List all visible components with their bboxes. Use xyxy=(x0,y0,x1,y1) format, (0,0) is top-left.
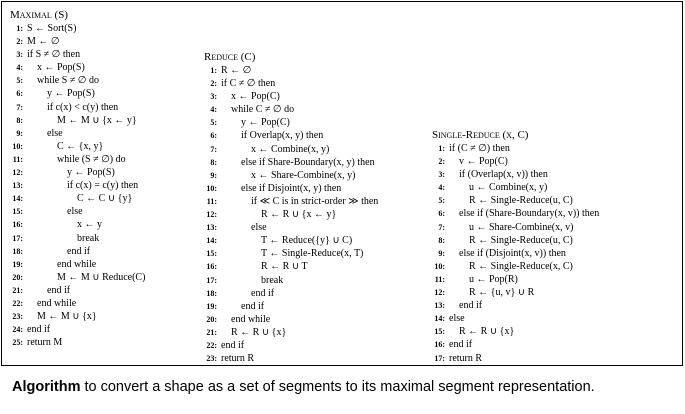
line-code: R ← Single-Reduce(u, C) xyxy=(469,234,573,246)
line-code: u ← Share-Combine(x, v) xyxy=(469,221,574,233)
code-line xyxy=(10,310,145,323)
line-number: 21: xyxy=(12,285,23,295)
line-number: 15: xyxy=(12,207,23,217)
line-number: 6: xyxy=(210,131,217,141)
algorithm-title: Reduce (C) xyxy=(204,51,256,63)
line-number: 8: xyxy=(438,235,445,245)
line-number: 16: xyxy=(12,220,23,230)
line-number: 2: xyxy=(16,37,23,47)
line-number: 24: xyxy=(12,325,23,335)
line-code: M ← M ∪ Reduce(C) xyxy=(57,271,146,283)
code-line xyxy=(204,169,378,182)
code-line xyxy=(10,205,145,218)
code-line xyxy=(432,207,599,220)
line-number: 3: xyxy=(16,50,23,60)
code-line xyxy=(432,142,599,155)
code-line xyxy=(204,260,378,273)
line-code: if Overlap(x, y) then xyxy=(241,130,324,142)
line-number: 11: xyxy=(206,196,217,206)
line-code: v ← Pop(C) xyxy=(459,156,508,168)
code-line xyxy=(10,22,145,35)
line-code: u ← Pop(R) xyxy=(469,273,518,285)
line-number: 22: xyxy=(206,340,217,350)
code-line xyxy=(10,101,145,114)
code-line xyxy=(432,168,599,181)
line-code: if (Overlap(x, v)) then xyxy=(459,169,548,181)
caption-label: Algorithm xyxy=(12,379,81,395)
code-line xyxy=(10,271,145,284)
line-number: 14: xyxy=(434,314,445,324)
line-code: break xyxy=(261,274,284,286)
code-line xyxy=(10,336,145,349)
single-reduce-algorithm xyxy=(432,128,599,365)
line-number: 6: xyxy=(16,89,23,99)
code-line xyxy=(204,221,378,234)
line-code: else if (Share-Boundary(x, v)) then xyxy=(459,208,600,220)
code-line xyxy=(432,221,599,234)
line-number: 13: xyxy=(206,223,217,233)
line-code: else if Disjoint(x, y) then xyxy=(241,182,342,194)
line-number: 11: xyxy=(434,274,445,284)
line-code: while (S ≠ ∅) do xyxy=(57,153,126,165)
line-code: R ← R ∪ {x} xyxy=(231,326,287,338)
line-code: if (C ≠ ∅) then xyxy=(449,143,510,154)
code-line xyxy=(10,61,145,74)
line-number: 3: xyxy=(438,170,445,180)
line-code: end while xyxy=(231,313,271,325)
line-code: M ← M ∪ {x} xyxy=(37,311,97,323)
line-code: C ← {x, y} xyxy=(57,140,104,152)
code-line xyxy=(204,300,378,313)
code-line xyxy=(204,339,378,352)
line-code: y ← Pop(S) xyxy=(47,88,95,100)
line-code: else xyxy=(47,127,63,139)
line-number: 10: xyxy=(12,141,23,151)
code-line xyxy=(432,247,599,260)
code-line xyxy=(432,312,599,325)
line-code: R ← Single-Reduce(u, C) xyxy=(469,195,573,207)
code-line xyxy=(204,326,378,339)
code-line xyxy=(10,192,145,205)
line-number: 8: xyxy=(210,157,217,167)
code-line xyxy=(432,155,599,168)
line-number: 4: xyxy=(16,63,23,73)
line-number: 21: xyxy=(206,327,217,337)
line-code: x ← Combine(x, y) xyxy=(251,143,330,155)
code-line xyxy=(204,182,378,195)
line-number: 19: xyxy=(206,301,217,311)
line-code: x ← y xyxy=(77,219,102,231)
code-line xyxy=(204,313,378,326)
algorithm-title: Single-Reduce (x, C) xyxy=(432,129,529,141)
code-line xyxy=(10,140,145,153)
line-code: T ← Reduce({y} ∪ C) xyxy=(261,235,353,247)
line-number: 15: xyxy=(206,249,217,259)
code-line xyxy=(432,260,599,273)
code-line xyxy=(432,352,599,365)
maximal-algorithm xyxy=(10,8,145,349)
line-number: 16: xyxy=(206,262,217,272)
line-code: x ← Pop(C) xyxy=(231,91,280,103)
line-number: 20: xyxy=(12,272,23,282)
line-code: R ← R ∪ {x} xyxy=(459,326,515,338)
line-number: 15: xyxy=(434,327,445,337)
code-line xyxy=(204,64,378,77)
code-line xyxy=(204,352,378,365)
figure-caption xyxy=(12,378,595,396)
line-code: end if xyxy=(251,287,275,299)
line-code: end if xyxy=(241,300,265,312)
code-line xyxy=(432,325,599,338)
line-number: 9: xyxy=(16,128,23,138)
line-code: R ← Single-Reduce(x, C) xyxy=(469,260,573,272)
code-line xyxy=(10,35,145,48)
line-number: 5: xyxy=(16,76,23,86)
line-number: 10: xyxy=(434,261,445,271)
code-line xyxy=(10,153,145,166)
line-code: end if xyxy=(67,245,91,257)
line-code: R ← R ∪ {x ← y} xyxy=(261,209,337,221)
line-code: else if Share-Boundary(x, y) then xyxy=(241,156,375,168)
code-line xyxy=(10,232,145,245)
line-code: return R xyxy=(449,352,483,364)
line-code: return M xyxy=(27,337,63,349)
code-line xyxy=(432,286,599,299)
code-line xyxy=(10,297,145,310)
code-line xyxy=(10,166,145,179)
line-code: if c(x) = c(y) then xyxy=(67,180,139,192)
line-number: 2: xyxy=(438,157,445,167)
line-code: R ← {u, v} ∪ R xyxy=(469,287,535,299)
line-code: return R xyxy=(221,353,255,365)
line-code: R ← ∅ xyxy=(221,65,252,76)
line-code: y ← Pop(S) xyxy=(67,167,115,179)
line-code: if C ≠ ∅ then xyxy=(221,78,276,90)
line-number: 13: xyxy=(434,301,445,311)
line-code: while S ≠ ∅ do xyxy=(37,75,99,87)
line-code: T ← Single-Reduce(x, T) xyxy=(261,248,364,260)
line-code: S ← Sort(S) xyxy=(27,23,77,34)
line-number: 7: xyxy=(210,144,217,154)
code-line xyxy=(432,181,599,194)
code-line xyxy=(204,103,378,116)
line-code: else xyxy=(67,206,83,218)
line-number: 17: xyxy=(434,353,445,363)
code-line xyxy=(432,234,599,247)
line-code: end while xyxy=(37,297,77,309)
code-line xyxy=(10,114,145,127)
line-number: 19: xyxy=(12,259,23,269)
line-number: 12: xyxy=(434,288,445,298)
code-line xyxy=(432,273,599,286)
line-number: 20: xyxy=(206,314,217,324)
line-code: end while xyxy=(57,258,97,270)
line-number: 16: xyxy=(434,340,445,350)
line-number: 17: xyxy=(12,233,23,243)
code-line xyxy=(204,195,378,208)
line-number: 11: xyxy=(12,154,23,164)
code-line xyxy=(10,87,145,100)
line-code: if ≪ C is in strict-order ≫ then xyxy=(251,195,379,207)
line-code: end if xyxy=(221,339,245,351)
line-number: 3: xyxy=(210,92,217,102)
caption-text: to convert a shape as a set of segments to its maximal segment representation. xyxy=(80,379,595,395)
line-number: 7: xyxy=(16,102,23,112)
code-line xyxy=(204,129,378,142)
algorithm-frame xyxy=(1,1,683,366)
code-line xyxy=(10,323,145,336)
line-code: R ← R ∪ T xyxy=(261,261,308,273)
line-code: while C ≠ ∅ do xyxy=(231,104,295,116)
line-number: 9: xyxy=(438,248,445,258)
line-code: x ← Pop(S) xyxy=(37,62,85,74)
line-number: 12: xyxy=(12,168,23,178)
code-line xyxy=(432,338,599,351)
code-line xyxy=(10,258,145,271)
line-number: 10: xyxy=(206,183,217,193)
code-line xyxy=(204,208,378,221)
line-number: 22: xyxy=(12,298,23,308)
code-line xyxy=(10,74,145,87)
algorithm-title: Maximal (S) xyxy=(10,9,68,21)
line-number: 17: xyxy=(206,275,217,285)
line-code: end if xyxy=(449,339,473,351)
line-number: 4: xyxy=(210,105,217,115)
line-code: else if (Disjoint(x, v)) then xyxy=(459,247,566,259)
line-number: 23: xyxy=(206,354,217,364)
line-number: 7: xyxy=(438,222,445,232)
line-code: M ← ∅ xyxy=(27,36,60,48)
line-number: 9: xyxy=(210,170,217,180)
line-number: 8: xyxy=(16,115,23,125)
code-line xyxy=(10,127,145,140)
code-line xyxy=(10,179,145,192)
code-line xyxy=(10,245,145,258)
line-number: 12: xyxy=(206,210,217,220)
reduce-algorithm xyxy=(204,50,378,365)
code-line xyxy=(10,48,145,61)
line-number: 5: xyxy=(438,196,445,206)
line-code: y ← Pop(C) xyxy=(241,117,290,129)
code-line xyxy=(204,143,378,156)
line-code: end if xyxy=(459,300,483,312)
line-number: 14: xyxy=(12,194,23,204)
line-number: 4: xyxy=(438,183,445,193)
line-code: end if xyxy=(27,324,51,336)
code-line xyxy=(204,116,378,129)
code-line xyxy=(204,234,378,247)
line-code: if c(x) < c(y) then xyxy=(47,101,119,113)
line-code: else xyxy=(449,313,465,325)
line-number: 2: xyxy=(210,79,217,89)
line-code: C ← C ∪ {y} xyxy=(77,193,133,205)
code-line xyxy=(204,90,378,103)
code-line xyxy=(204,247,378,260)
code-line xyxy=(204,156,378,169)
code-line xyxy=(432,194,599,207)
code-line xyxy=(204,274,378,287)
code-line xyxy=(10,284,145,297)
line-number: 14: xyxy=(206,236,217,246)
line-code: if S ≠ ∅ then xyxy=(27,49,81,61)
line-number: 13: xyxy=(12,181,23,191)
line-code: M ← M ∪ {x ← y} xyxy=(57,114,137,126)
line-code: u ← Combine(x, y) xyxy=(469,182,548,194)
code-line xyxy=(10,218,145,231)
line-number: 1: xyxy=(438,144,445,153)
line-code: else xyxy=(251,222,267,234)
line-number: 23: xyxy=(12,312,23,322)
line-number: 6: xyxy=(438,209,445,219)
line-code: end if xyxy=(47,284,71,296)
line-number: 1: xyxy=(210,66,217,75)
code-line xyxy=(204,287,378,300)
line-number: 18: xyxy=(12,246,23,256)
code-line xyxy=(432,299,599,312)
code-line xyxy=(204,77,378,90)
line-code: x ← Share-Combine(x, y) xyxy=(251,169,356,181)
line-number: 1: xyxy=(16,24,23,33)
line-number: 18: xyxy=(206,288,217,298)
line-code: break xyxy=(77,232,100,244)
line-number: 25: xyxy=(12,338,23,348)
line-number: 5: xyxy=(210,118,217,128)
